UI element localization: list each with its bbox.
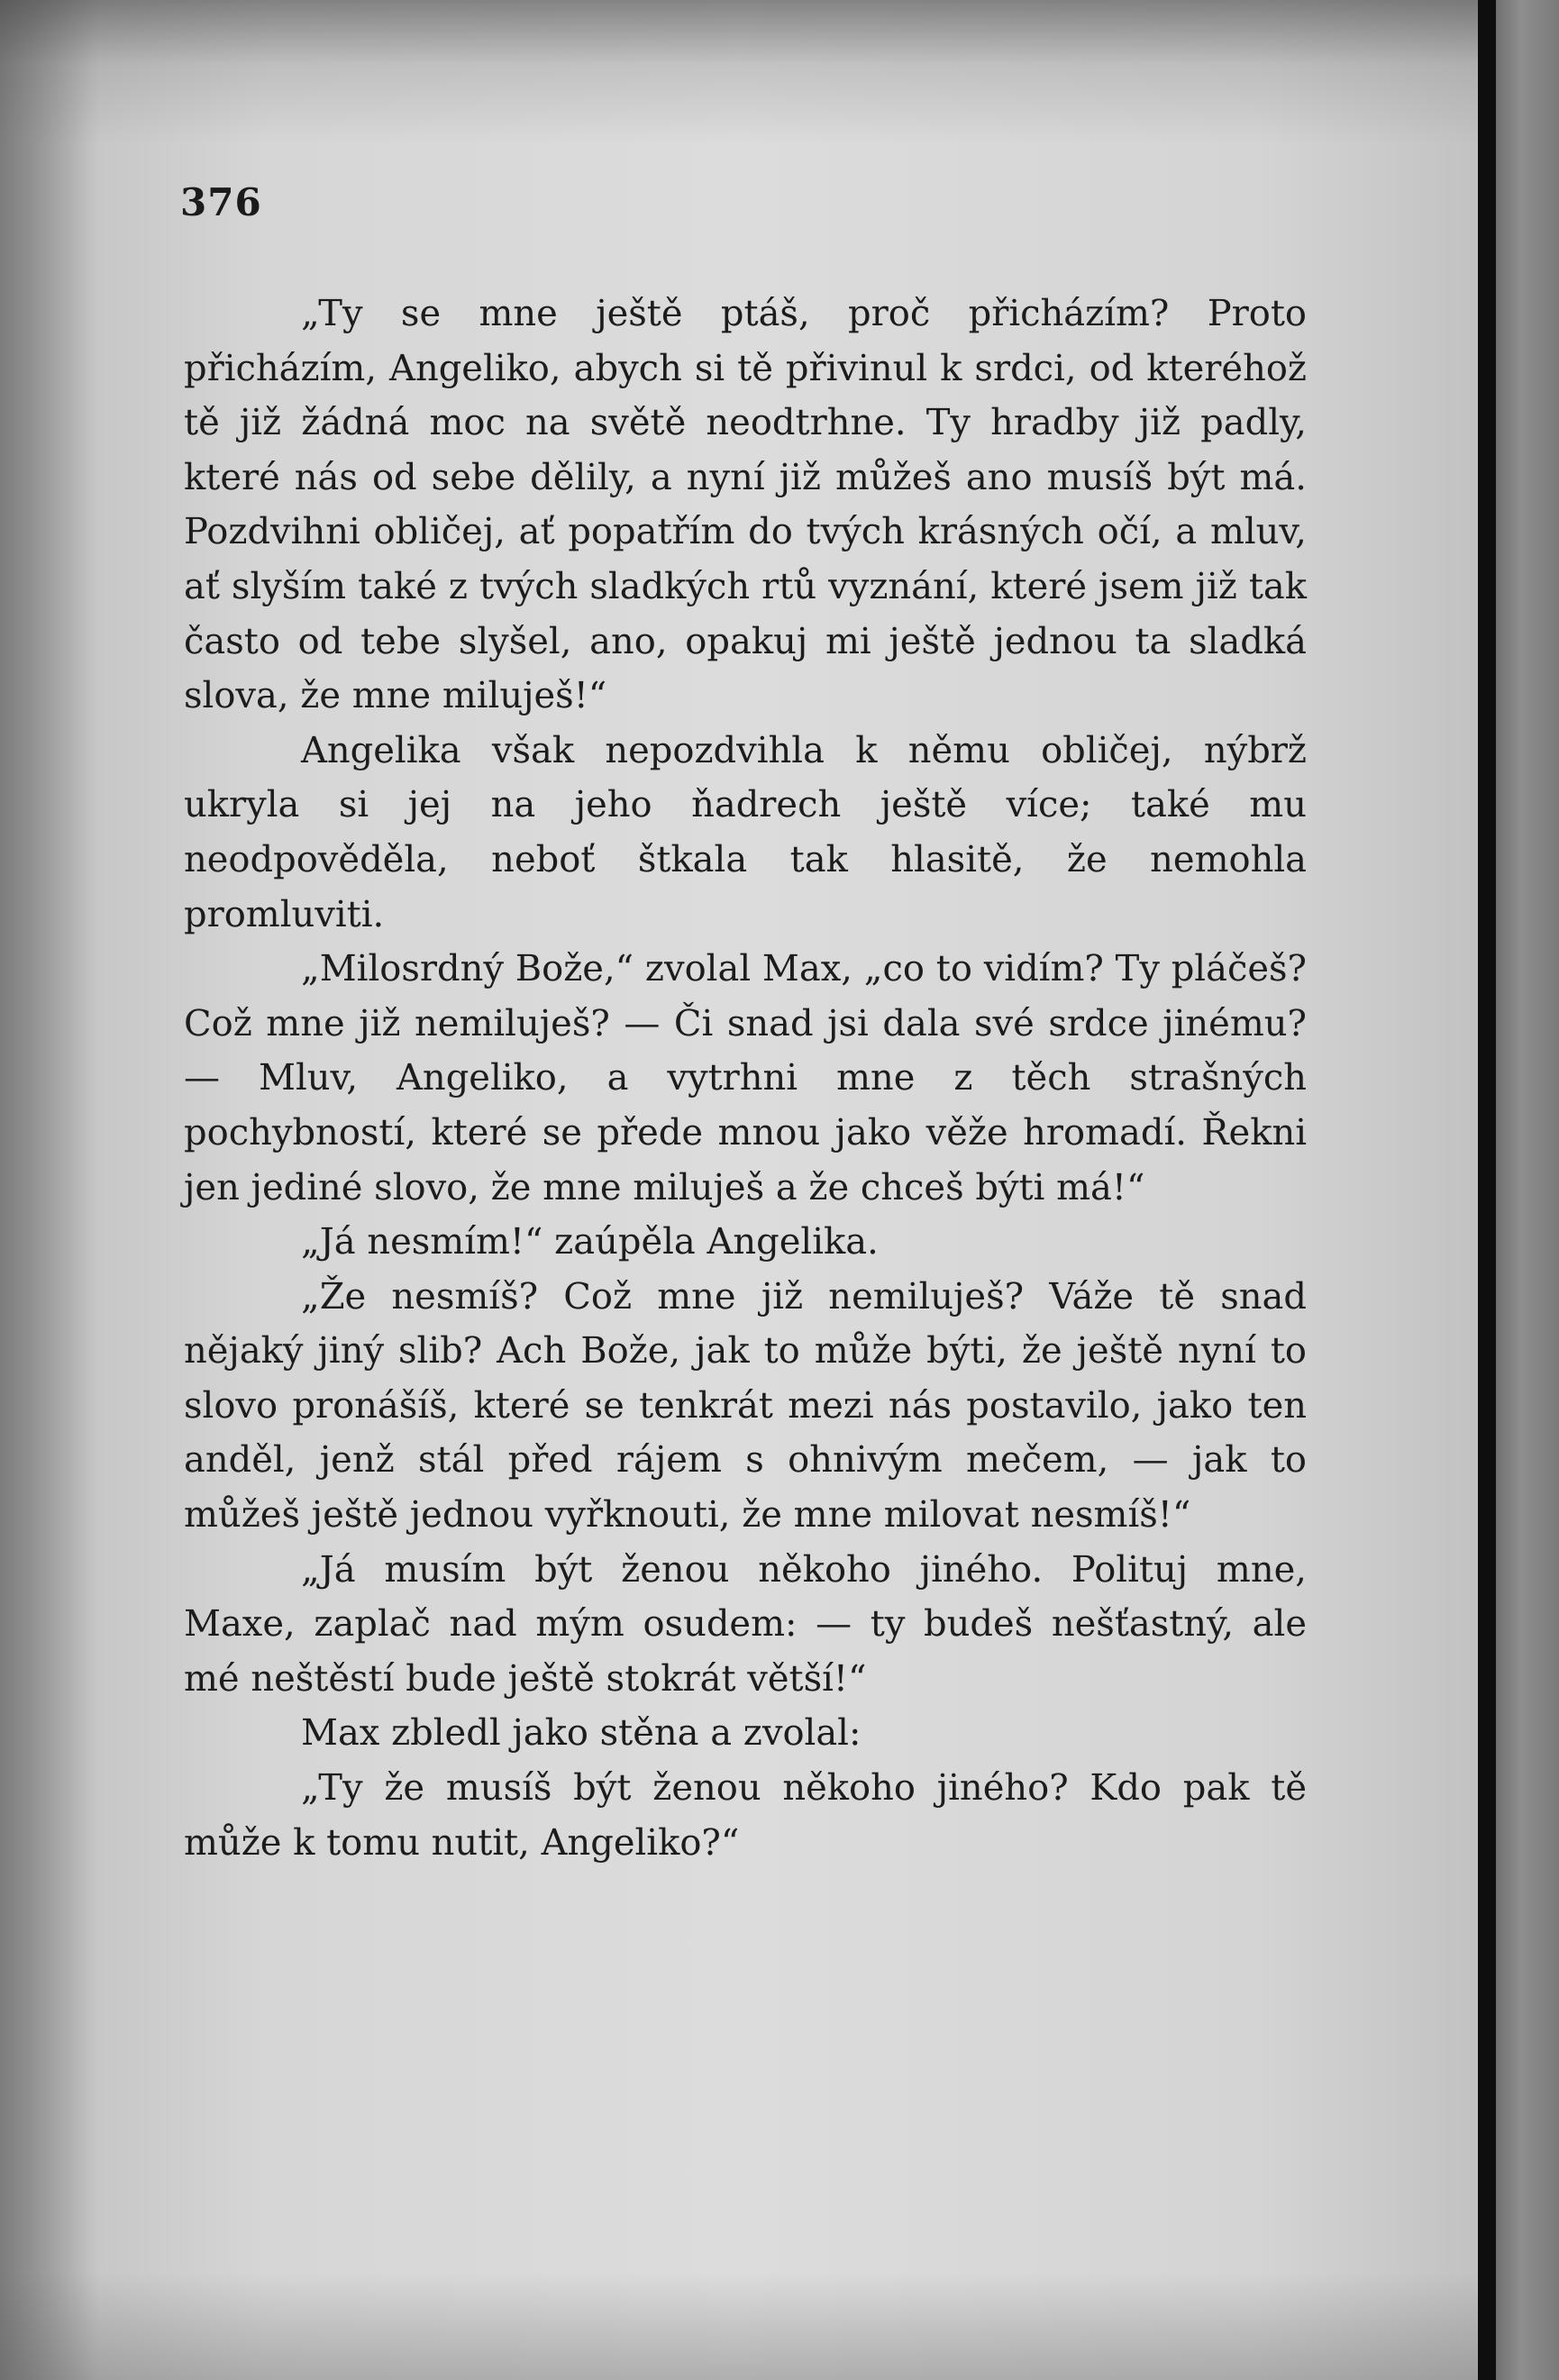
left-edge-shadow	[0, 0, 99, 2380]
book-binding-gutter	[1478, 0, 1496, 2380]
top-edge-shadow	[0, 0, 1478, 144]
paragraph-5: „Že nesmíš? Což mne již nemiluješ? Váže tě snad nějaký jiný slib? Ach Bože, jak to může býti, že ještě nyní to slovo pronášíš, které se tenkrát mezi nás postavilo, jako ten anděl, jenž stál před rájem s ohnivým mečem, — jak to můžeš ještě jednou vyřknouti, že mne milovat nesmíš!“	[184, 1275, 1307, 1537]
page-number: 376	[180, 180, 262, 224]
paragraph-6: „Já musím být ženou někoho jiného. Polituj mne, Maxe, zaplač nad mým osudem: — ty budeš nešťastný, ale mé neštěstí bude ještě stokrát větší!“	[184, 1548, 1307, 1700]
bottom-edge-shadow	[0, 2272, 1478, 2380]
paragraph-2: Angelika však nepozdvihla k němu obličej, nýbrž ukryla si jej na jeho ňadrech ještě více; také mu neodpověděla, neboť štkala tak hlasitě, že nemohla promluviti.	[184, 729, 1307, 935]
adjacent-page-edge	[1496, 0, 1559, 2380]
paragraph-7: Max zbledl jako stěna a zvolal:	[301, 1712, 862, 1755]
paragraph-1: „Ty se mne ještě ptáš, proč přicházím? Proto přicházím, Angeliko, abych si tě přivinul k srdci, od kteréhož tě již žádná moc na světě neodtrhne. Ty hradby již padly, které nás od sebe dělily, a nyní již můžeš ano musíš být má. Pozdvihni obličej, ať popatřím do tvých krásných očí, a mluv, ať slyším také z tvých sladkých rtů vyznání, které jsem již tak často od tebe slyšel, ano, opakuj mi ještě jednou ta sladká slova, že mne miluješ!“	[184, 293, 1307, 717]
paragraph-3: „Milosrdný Bože,“ zvolal Max, „co to vidím? Ty pláčeš? Což mne již nemiluješ? — Či snad jsi dala své srdce jinému? — Mluv, Angeliko, a vytrhni mne z těch strašných pochybností, které se přede mnou jako věže hromadí. Řekni jen jediné slovo, že mne miluješ a že chceš býti má!“	[184, 948, 1307, 1208]
body-text	[184, 287, 1307, 1870]
paragraph-4: „Já nesmím!“ zaúpěla Angelika.	[301, 1221, 879, 1263]
paragraph-8: „Ty že musíš být ženou někoho jiného? Kdo pak tě může k tomu nutit, Angeliko?“	[184, 1767, 1307, 1864]
